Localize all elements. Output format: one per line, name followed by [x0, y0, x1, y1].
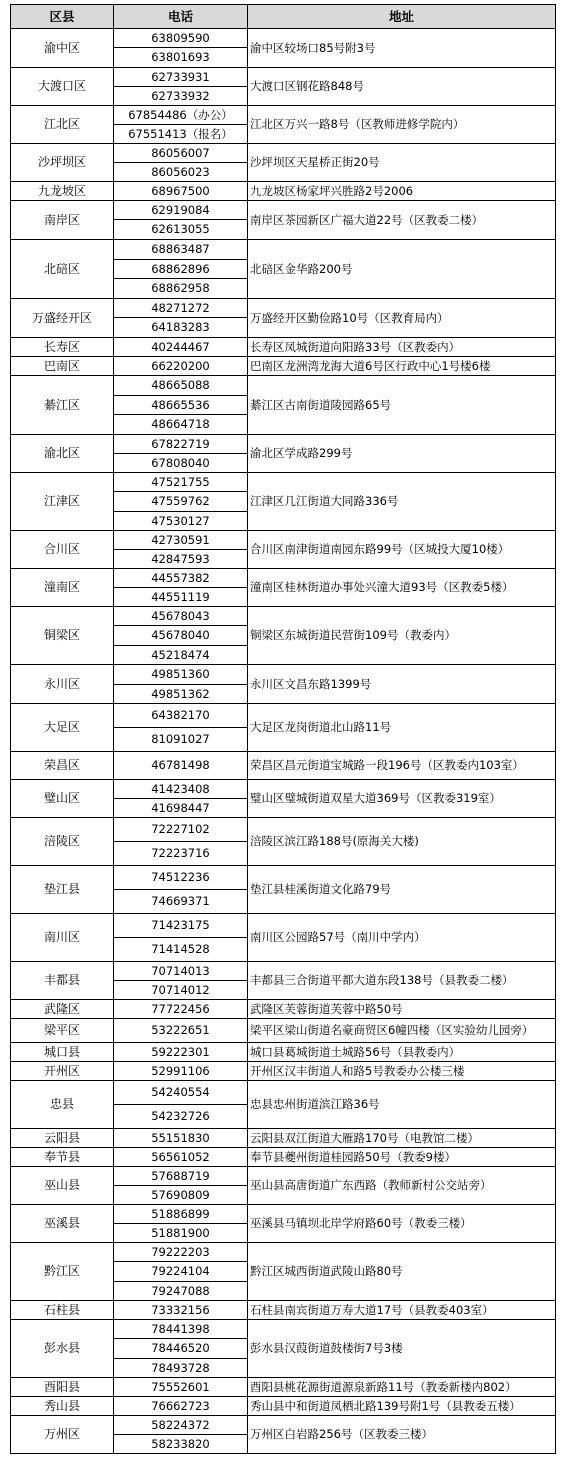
phone-cell: 70714013	[114, 962, 248, 981]
phone-cell: 47521755	[114, 473, 248, 492]
address-cell: 武隆区芙蓉街道芙蓉中路50号	[248, 1000, 556, 1019]
address-cell: 万州区白岩路256号（区教委三楼）	[248, 1416, 556, 1454]
address-cell: 潼南区桂林街道办事处兴潼大道93号（区教委5楼）	[248, 569, 556, 607]
county-cell: 酉阳县	[11, 1378, 114, 1397]
county-cell: 渝中区	[11, 29, 114, 68]
table-row	[11, 780, 556, 799]
county-cell: 黔江区	[11, 1243, 114, 1301]
phone-cell: 51886899	[114, 1205, 248, 1224]
county-cell: 云阳县	[11, 1129, 114, 1148]
phone-cell: 48664718	[114, 415, 248, 435]
phone-cell: 54232726	[114, 1105, 248, 1129]
county-cell: 荣昌区	[11, 752, 114, 780]
county-cell: 武隆区	[11, 1000, 114, 1019]
table-row	[11, 1397, 556, 1416]
phone-cell: 57690809	[114, 1186, 248, 1205]
table-row	[11, 1019, 556, 1043]
phone-cell: 66220200	[114, 357, 248, 376]
county-cell: 沙坪坝区	[11, 144, 114, 182]
phone-cell: 76662723	[114, 1397, 248, 1416]
address-cell: 大渡口区钢花路848号	[248, 68, 556, 106]
phone-cell: 67822719	[114, 435, 248, 454]
phone-cell: 75552601	[114, 1378, 248, 1397]
county-cell: 涪陵区	[11, 818, 114, 866]
phone-cell: 67808040	[114, 454, 248, 473]
address-cell: 江津区几江街道大同路336号	[248, 473, 556, 531]
phone-cell: 71414528	[114, 938, 248, 962]
phone-cell: 45218474	[114, 646, 248, 665]
phone-cell: 86056023	[114, 163, 248, 182]
phone-cell: 62733931	[114, 68, 248, 87]
phone-cell: 49851362	[114, 685, 248, 704]
county-cell: 万盛经开区	[11, 299, 114, 338]
phone-cell: 64382170	[114, 704, 248, 728]
county-cell: 彭水县	[11, 1320, 114, 1378]
phone-cell: 53222651	[114, 1019, 248, 1043]
county-cell: 秀山县	[11, 1397, 114, 1416]
address-cell: 綦江区古南街道陵园路65号	[248, 376, 556, 435]
phone-cell: 78441398	[114, 1320, 248, 1339]
phone-cell: 79224104	[114, 1262, 248, 1282]
phone-cell: 68862896	[114, 260, 248, 279]
table-row	[11, 1301, 556, 1320]
table-row	[11, 29, 556, 48]
county-cell: 江北区	[11, 106, 114, 144]
phone-cell: 72227102	[114, 818, 248, 842]
phone-cell: 67551413（报名）	[114, 125, 248, 144]
phone-cell: 55151830	[114, 1129, 248, 1148]
county-cell: 奉节县	[11, 1148, 114, 1167]
county-cell: 潼南区	[11, 569, 114, 607]
phone-cell: 58233820	[114, 1435, 248, 1454]
phone-cell: 45678043	[114, 607, 248, 626]
county-cell: 渝北区	[11, 435, 114, 473]
county-cell: 璧山区	[11, 780, 114, 818]
table-row	[11, 1416, 556, 1435]
table-row	[11, 144, 556, 163]
address-cell: 垫江县桂溪街道文化路79号	[248, 866, 556, 914]
county-cell: 城口县	[11, 1043, 114, 1062]
phone-cell: 41698447	[114, 799, 248, 818]
county-cell: 江津区	[11, 473, 114, 531]
address-cell: 梁平区梁山街道名豪商贸区6幢四楼（区实验幼儿园旁）	[248, 1019, 556, 1043]
phone-cell: 56561052	[114, 1148, 248, 1167]
phone-cell: 78446520	[114, 1339, 248, 1359]
county-cell: 铜梁区	[11, 607, 114, 665]
county-cell: 大渡口区	[11, 68, 114, 106]
table-row	[11, 1000, 556, 1019]
table-row	[11, 376, 556, 396]
phone-cell: 58224372	[114, 1416, 248, 1435]
phone-cell: 63809590	[114, 29, 248, 48]
address-cell: 巴南区龙洲湾龙海大道6号区行政中心1号楼6楼	[248, 357, 556, 376]
phone-cell: 73332156	[114, 1301, 248, 1320]
phone-cell: 40244467	[114, 338, 248, 357]
phone-cell: 52991106	[114, 1062, 248, 1081]
county-cell: 忠县	[11, 1081, 114, 1129]
table-row	[11, 106, 556, 125]
table-row	[11, 1205, 556, 1224]
phone-cell: 44551119	[114, 588, 248, 607]
phone-cell: 62733932	[114, 87, 248, 106]
phone-cell: 79222203	[114, 1243, 248, 1262]
table-row	[11, 1243, 556, 1262]
county-cell: 垫江县	[11, 866, 114, 914]
table-row	[11, 240, 556, 260]
address-cell: 忠县忠州街道滨江路36号	[248, 1081, 556, 1129]
address-cell: 长寿区凤城街道向阳路33号（区教委内）	[248, 338, 556, 357]
address-cell: 渝北区学成路299号	[248, 435, 556, 473]
phone-cell: 41423408	[114, 780, 248, 799]
table-header-row	[11, 5, 556, 29]
table-row	[11, 531, 556, 550]
table-row	[11, 962, 556, 981]
address-cell: 黔江区城西街道武陵山路80号	[248, 1243, 556, 1301]
county-cell: 綦江区	[11, 376, 114, 435]
phone-cell: 57688719	[114, 1167, 248, 1186]
table-row	[11, 569, 556, 588]
phone-cell: 64183283	[114, 318, 248, 338]
table-row	[11, 607, 556, 626]
table-row	[11, 201, 556, 220]
phone-cell: 48665536	[114, 396, 248, 415]
phone-cell: 77722456	[114, 1000, 248, 1019]
address-cell: 城口县葛城街道土城路56号（县教委内）	[248, 1043, 556, 1062]
table-row	[11, 1148, 556, 1167]
address-cell: 彭水县汉葭街道鼓楼街7号3楼	[248, 1320, 556, 1378]
address-cell: 沙坪坝区天星桥正街20号	[248, 144, 556, 182]
table-row	[11, 1043, 556, 1062]
county-cell: 梁平区	[11, 1019, 114, 1043]
address-cell: 丰都县三合街道平都大道东段138号（县教委二楼）	[248, 962, 556, 1000]
phone-cell: 54240554	[114, 1081, 248, 1105]
contact-table	[10, 4, 556, 1454]
address-cell: 酉阳县桃花源街道源泉新路11号（教委新楼内802）	[248, 1378, 556, 1397]
address-cell: 铜梁区东城街道民营街109号（教委内）	[248, 607, 556, 665]
table-row	[11, 704, 556, 728]
phone-cell: 74512236	[114, 866, 248, 890]
county-cell: 开州区	[11, 1062, 114, 1081]
address-cell: 南川区公园路57号（南川中学内）	[248, 914, 556, 962]
address-cell: 秀山县中和街道凤栖北路139号附1号（县教委五楼）	[248, 1397, 556, 1416]
header-phone: 电话	[114, 5, 248, 29]
phone-cell: 48665088	[114, 376, 248, 396]
phone-cell: 42847593	[114, 550, 248, 569]
address-cell: 巫溪县马镇坝北岸学府路60号（教委三楼）	[248, 1205, 556, 1243]
phone-cell: 68967500	[114, 182, 248, 201]
address-cell: 涪陵区滨江路188号(原海关大楼)	[248, 818, 556, 866]
phone-cell: 42730591	[114, 531, 248, 550]
table-row	[11, 818, 556, 842]
table-row	[11, 752, 556, 780]
phone-cell: 63801693	[114, 48, 248, 68]
header-address: 地址	[248, 5, 556, 29]
address-cell: 云阳县双江街道大雁路170号（电教馆二楼）	[248, 1129, 556, 1148]
address-cell: 万盛经开区勤俭路10号（区教育局内）	[248, 299, 556, 338]
table-row	[11, 665, 556, 685]
phone-cell: 67854486（办公）	[114, 106, 248, 125]
phone-cell: 47530127	[114, 512, 248, 531]
phone-cell: 47559762	[114, 492, 248, 512]
county-cell: 南川区	[11, 914, 114, 962]
phone-cell: 86056007	[114, 144, 248, 163]
table-row	[11, 914, 556, 938]
address-cell: 开州区汉丰街道人和路5号教委办公楼三楼	[248, 1062, 556, 1081]
address-cell: 大足区龙岗街道北山路11号	[248, 704, 556, 752]
county-cell: 万州区	[11, 1416, 114, 1454]
county-cell: 巴南区	[11, 357, 114, 376]
address-cell: 巫山县高唐街道广东西路（教师新村公交站旁）	[248, 1167, 556, 1205]
phone-cell: 59222301	[114, 1043, 248, 1062]
phone-cell: 51881900	[114, 1224, 248, 1243]
county-cell: 石柱县	[11, 1301, 114, 1320]
table-row	[11, 866, 556, 890]
county-cell: 大足区	[11, 704, 114, 752]
county-cell: 丰都县	[11, 962, 114, 1000]
county-cell: 合川区	[11, 531, 114, 569]
header-county: 区县	[11, 5, 114, 29]
phone-cell: 48271272	[114, 299, 248, 318]
address-cell: 荣昌区昌元街道宝城路一段196号（区教委内103室）	[248, 752, 556, 780]
table-row	[11, 357, 556, 376]
county-cell: 九龙坡区	[11, 182, 114, 201]
table-row	[11, 182, 556, 201]
address-cell: 九龙坡区杨家坪兴胜路2号2006	[248, 182, 556, 201]
county-cell: 永川区	[11, 665, 114, 704]
phone-cell: 44557382	[114, 569, 248, 588]
address-cell: 北碚区金华路200号	[248, 240, 556, 299]
county-cell: 巫溪县	[11, 1205, 114, 1243]
phone-cell: 62919084	[114, 201, 248, 220]
county-cell: 长寿区	[11, 338, 114, 357]
table-row	[11, 299, 556, 318]
address-cell: 江北区万兴一路8号（区教师进修学院内）	[248, 106, 556, 144]
phone-cell: 78493728	[114, 1359, 248, 1378]
phone-cell: 79247088	[114, 1282, 248, 1301]
table-body	[11, 29, 556, 1454]
table-row	[11, 68, 556, 87]
phone-cell: 45678040	[114, 626, 248, 646]
table-row	[11, 1167, 556, 1186]
table-row	[11, 1081, 556, 1105]
county-cell: 北碚区	[11, 240, 114, 299]
phone-cell: 68862958	[114, 279, 248, 299]
address-cell: 奉节县夔州街道桂园路50号（教委9楼）	[248, 1148, 556, 1167]
phone-cell: 49851360	[114, 665, 248, 685]
address-cell: 永川区文昌东路1399号	[248, 665, 556, 704]
county-cell: 巫山县	[11, 1167, 114, 1205]
table-row	[11, 473, 556, 492]
address-cell: 渝中区较场口85号附3号	[248, 29, 556, 68]
address-cell: 璧山区璧城街道双星大道369号（区教委319室）	[248, 780, 556, 818]
address-cell: 石柱县南宾街道万寿大道17号（县教委403室）	[248, 1301, 556, 1320]
county-cell: 南岸区	[11, 201, 114, 240]
phone-cell: 46781498	[114, 752, 248, 780]
table-row	[11, 1129, 556, 1148]
address-cell: 南岸区茶园新区广福大道22号（区教委二楼）	[248, 201, 556, 240]
table-row	[11, 1320, 556, 1339]
address-cell: 合川区南津街道南园东路99号（区城投大厦10楼）	[248, 531, 556, 569]
phone-cell: 68863487	[114, 240, 248, 260]
table-row	[11, 338, 556, 357]
phone-cell: 72223716	[114, 842, 248, 866]
phone-cell: 74669371	[114, 890, 248, 914]
contact-table-container	[10, 4, 555, 1454]
phone-cell: 62613055	[114, 220, 248, 240]
phone-cell: 81091027	[114, 728, 248, 752]
table-row	[11, 1062, 556, 1081]
phone-cell: 70714012	[114, 981, 248, 1000]
table-row	[11, 435, 556, 454]
phone-cell: 71423175	[114, 914, 248, 938]
table-row	[11, 1378, 556, 1397]
